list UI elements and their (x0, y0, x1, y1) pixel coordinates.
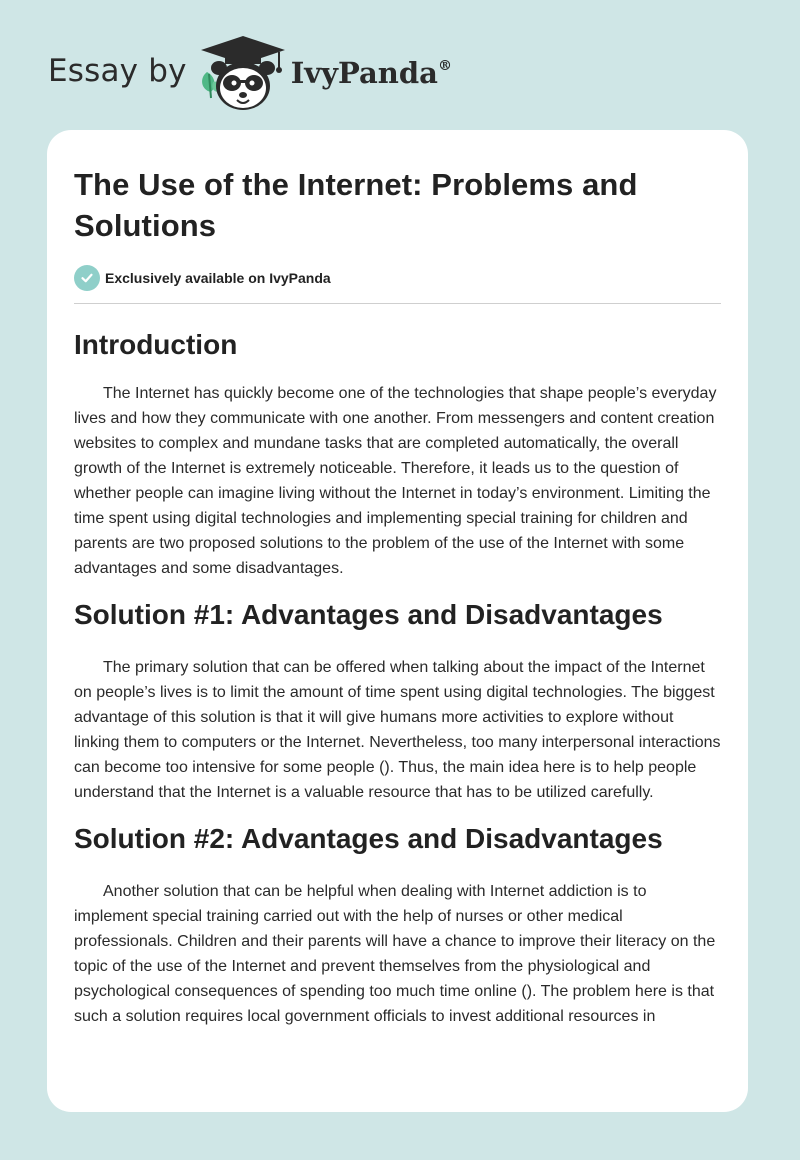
site-header (48, 34, 452, 114)
essay-by-label: Essay by (48, 53, 187, 89)
trademark-symbol: ® (437, 58, 452, 74)
panda-logo-icon[interactable] (197, 34, 289, 114)
section-heading: Solution #2: Advantages and Disadvantages (74, 823, 663, 854)
section-solution-2 (74, 821, 721, 1029)
brand-name[interactable]: IvyPanda® (290, 56, 452, 90)
section-heading: Introduction (74, 329, 238, 360)
exclusive-badge (74, 264, 721, 292)
section-paragraph: Another solution that can be helpful when dealing with Internet addiction is to implement special training carried out with the help of nurses or other medical professionals. Children and their parents will have a chance to improve their literacy on the topic of the use of the Internet and prevent themselves from the physiological and psychological consequences of spending too much time online (). The problem here is that such a solution requires local government officials to invest additional resources in (74, 883, 716, 1025)
section-heading: Solution #1: Advantages and Disadvantages (74, 599, 663, 630)
section-solution-1 (74, 597, 721, 805)
exclusive-badge-label: Exclusively available on IvyPanda (105, 270, 331, 286)
essay-card (47, 130, 748, 1112)
title-divider (74, 303, 721, 304)
checkmark-icon (74, 265, 100, 291)
section-paragraph: The primary solution that can be offered when talking about the impact of the Internet on people’s lives is to limit the amount of time spent using digital technologies. The biggest advantage of this solution is that it will give humans more activities to explore without linking them to computers or the Internet. Nevertheless, too many interpersonal interactions can become too intensive for some people (). Thus, the main idea here is to help people understand that the Internet is a valuable resource that has to be utilized carefully. (74, 659, 721, 801)
section-paragraph: The Internet has quickly become one of the technologies that shape people’s everyday lives and how they communicate with one another. From messengers and content creation websites to complex and mundane tasks that are completed automatically, the overall growth of the Internet is extremely noticeable. Therefore, it leads us to the question of whether people can imagine living without the Internet in today’s environment. Limiting the time spent using digital technologies and implementing special training for children and parents are two proposed solutions to the problem of the use of the Internet with some advantages and some disadvantages. (74, 385, 717, 577)
essay-title: The Use of the Internet: Problems and Solutions (74, 167, 638, 243)
section-introduction (74, 327, 721, 581)
